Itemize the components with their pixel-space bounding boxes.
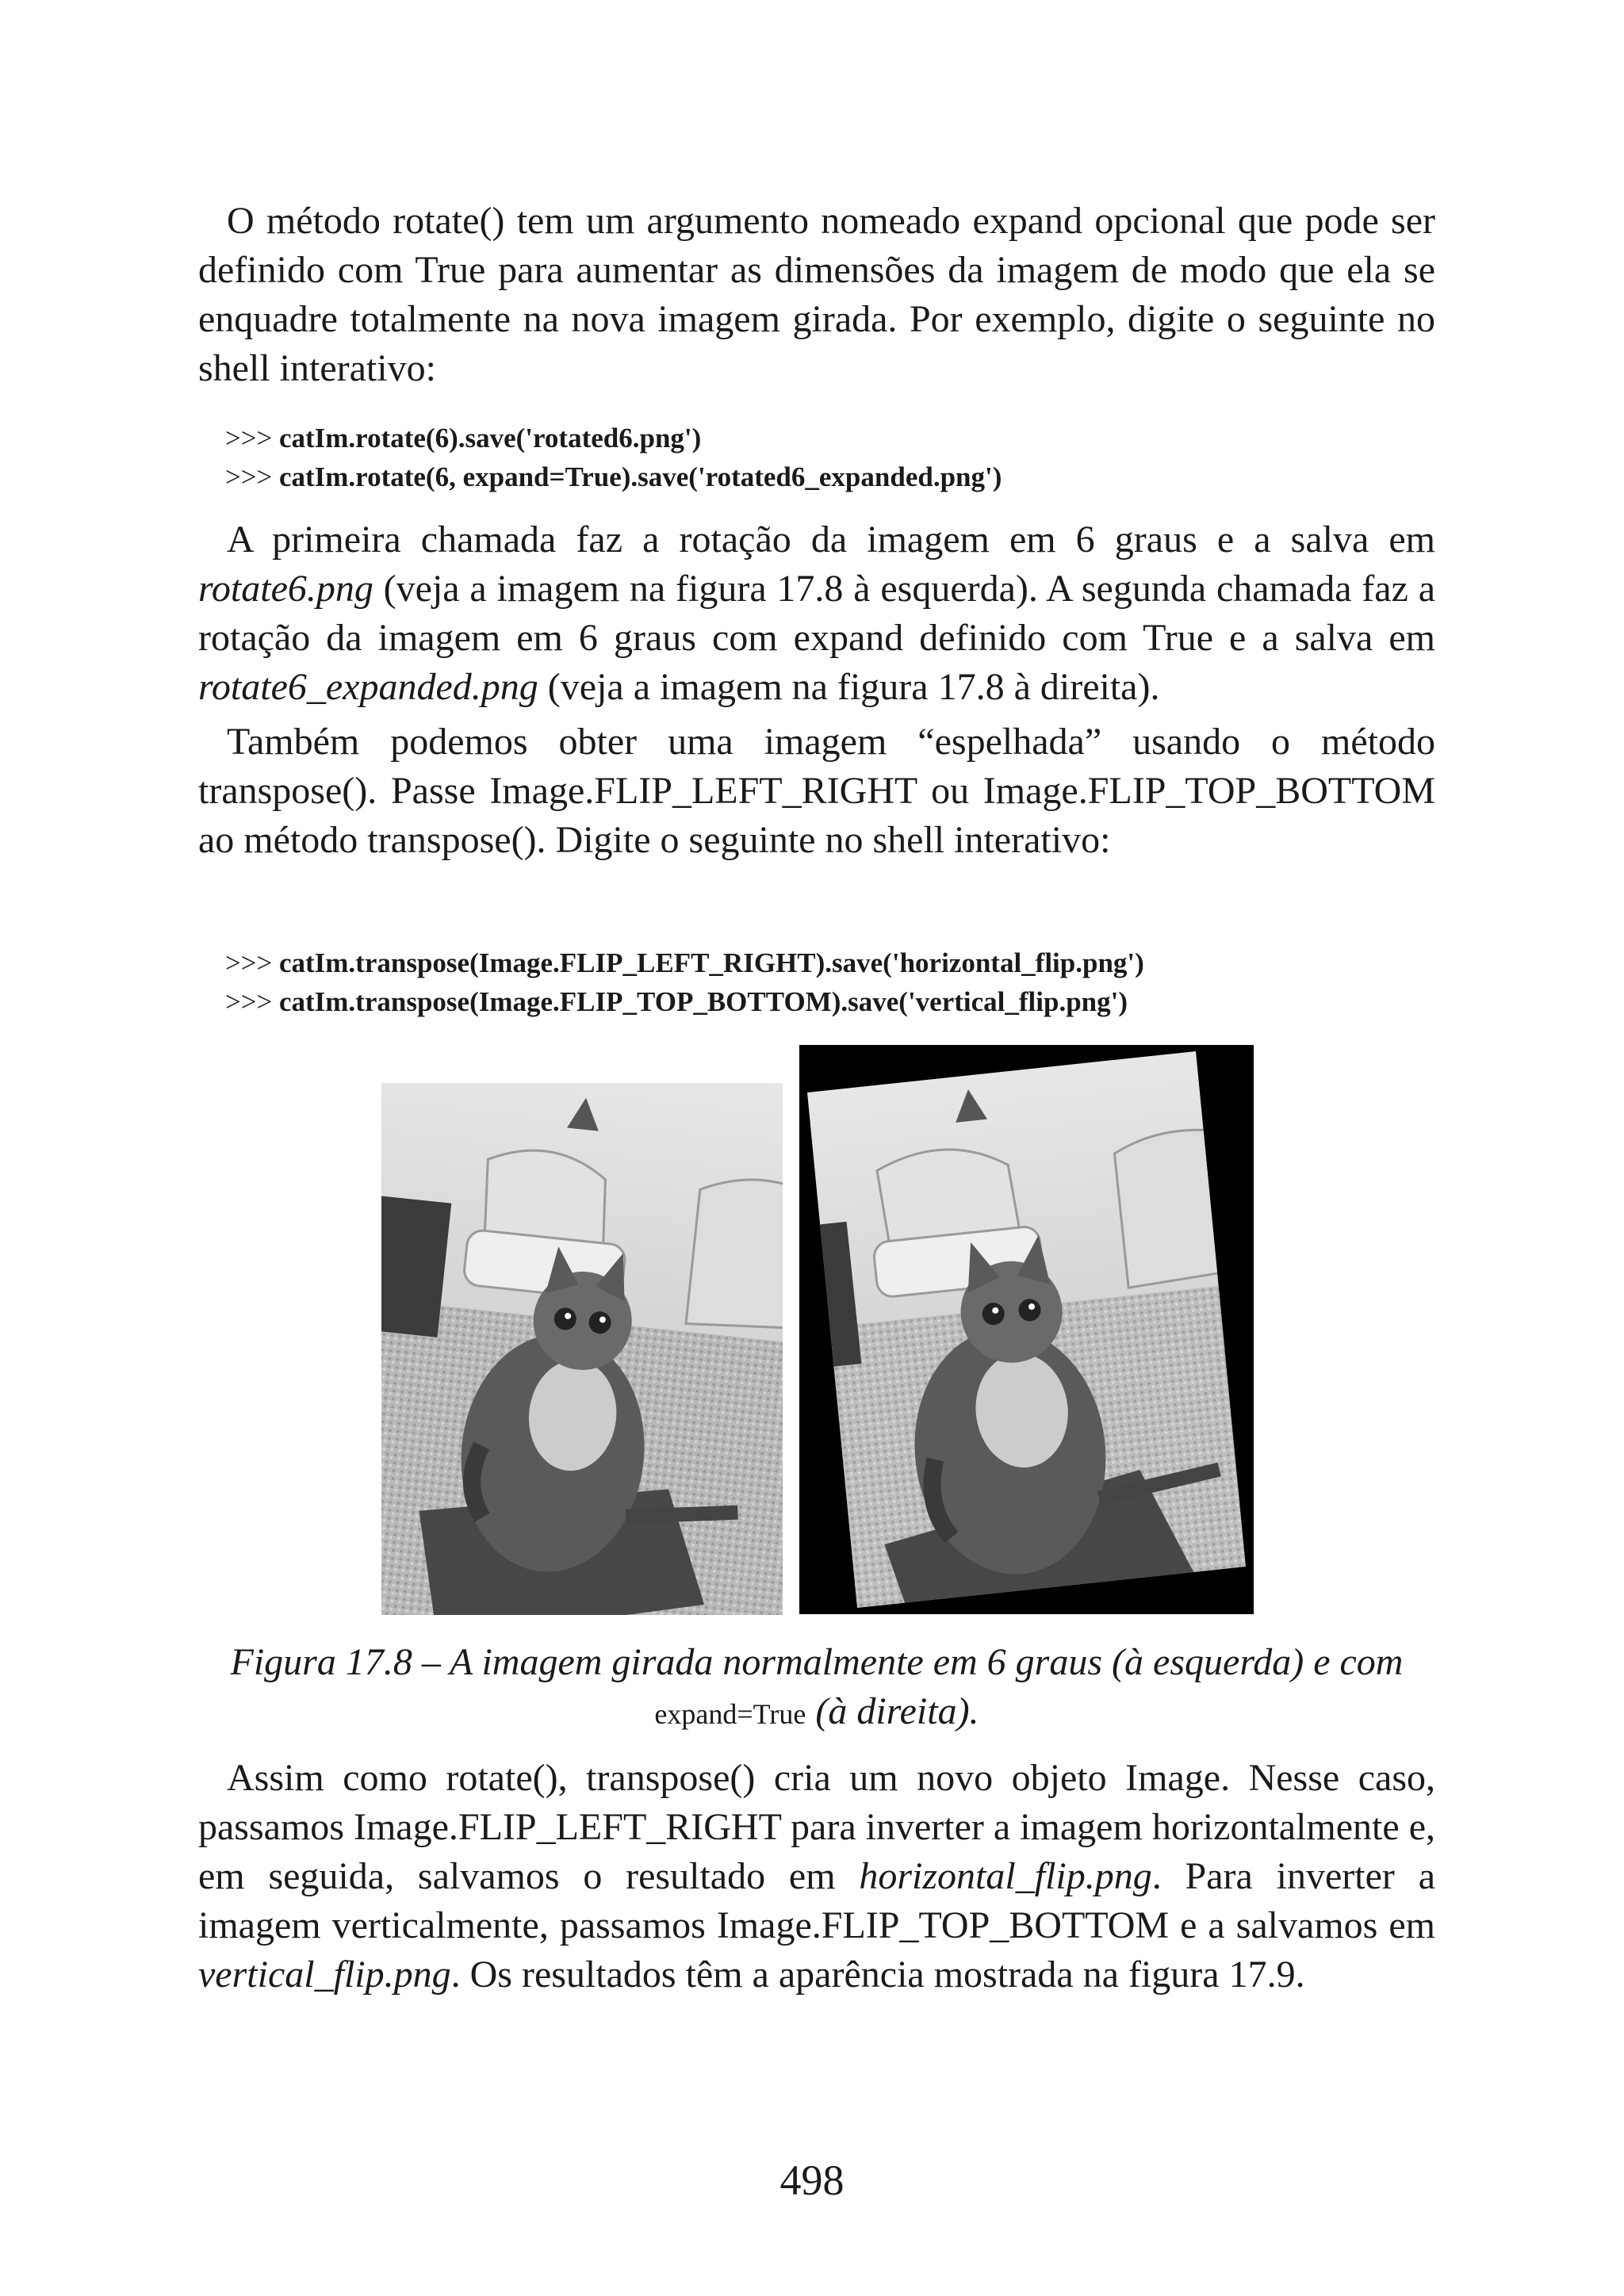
- code-line: [225, 943, 1144, 982]
- text-run: . Para inverter a imagem verticalmente, passamos Image.FLIP_TOP_BOTTOM e a salvamos em: [198, 1855, 1436, 1946]
- filename-text: vertical_flip.png: [198, 1954, 451, 1996]
- code-block-rotate: [225, 419, 1002, 496]
- paragraph-transpose: [198, 718, 1435, 865]
- code-prompt: >>>: [225, 423, 279, 453]
- caption-line: [198, 1687, 1435, 1739]
- code-line: [225, 419, 1002, 457]
- paragraph-text: O método rotate() tem um argumento nomeado expand opcional que pode ser definido com True para aumentar as dimensões da imagem de modo que ela se enquadre totalmente na nova imagem girada. Por exemplo, digite o seguinte no shell interativo:: [198, 200, 1435, 389]
- filename-text: rotate6.png: [198, 568, 373, 610]
- figure-caption: [198, 1638, 1435, 1739]
- filename-text: rotate6_expanded.png: [198, 666, 538, 708]
- figure-image-rotated: [381, 1083, 783, 1615]
- text-run: (veja a imagem na figura 17.8 à esquerda). A segunda chamada faz a rotação da imagem em 6 graus com expand definido com True e a salva em: [198, 568, 1435, 659]
- code-line: [225, 457, 1002, 496]
- caption-text: (à direita).: [806, 1690, 979, 1732]
- code-command: catIm.rotate(6).save('rotated6.png'): [278, 423, 702, 453]
- code-command: catIm.rotate(6, expand=True).save('rotated6_expanded.png'): [278, 461, 1002, 492]
- code-line: [225, 982, 1144, 1021]
- caption-code: expand=True: [654, 1698, 806, 1730]
- filename-text: horizontal_flip.png: [859, 1855, 1152, 1897]
- code-block-transpose: [225, 943, 1144, 1021]
- paragraph-rotate-expand: [198, 197, 1435, 393]
- text-run: Assim como rotate(), transpose() cria um novo objeto Image. Nesse caso, passamos Image.FLIP_LEFT_RIGHT para inverter a imagem horizontalmente e, em seguida, salvamos o resultado em: [198, 1757, 1435, 1897]
- paragraph-text: Também podemos obter uma imagem “espelhada” usando o método transpose(). Passe Image.FLIP_LEFT_RIGHT ou Image.FLIP_TOP_BOTTOM ao método transpose(). Digite o seguinte no shell interativo:: [198, 721, 1435, 861]
- paragraph-rotate-explanation: [198, 515, 1435, 712]
- text-run: . Os resultados têm a aparência mostrada na figura 17.9.: [450, 1954, 1305, 1996]
- code-prompt: >>>: [225, 947, 279, 978]
- code-command: catIm.transpose(Image.FLIP_TOP_BOTTOM).save('vertical_flip.png'): [278, 986, 1128, 1017]
- code-prompt: >>>: [225, 461, 279, 492]
- cat-photo-rotated-expanded-icon: [799, 1045, 1254, 1614]
- text-run: (veja a imagem na figura 17.8 à direita).: [538, 666, 1160, 708]
- text-run: A primeira chamada faz a rotação da imagem em 6 graus e a salva em: [227, 519, 1435, 561]
- code-prompt: >>>: [225, 986, 279, 1017]
- cat-photo-rotated-icon: [381, 1083, 783, 1615]
- page-number: 498: [779, 2156, 845, 2204]
- code-command: catIm.transpose(Image.FLIP_LEFT_RIGHT).save('horizontal_flip.png'): [278, 947, 1144, 978]
- figure-image-rotated-expanded: [799, 1045, 1254, 1614]
- paragraph-transpose-explanation: [198, 1754, 1435, 1999]
- caption-line: Figura 17.8 – A imagem girada normalmente em 6 graus (à esquerda) e com: [230, 1641, 1404, 1683]
